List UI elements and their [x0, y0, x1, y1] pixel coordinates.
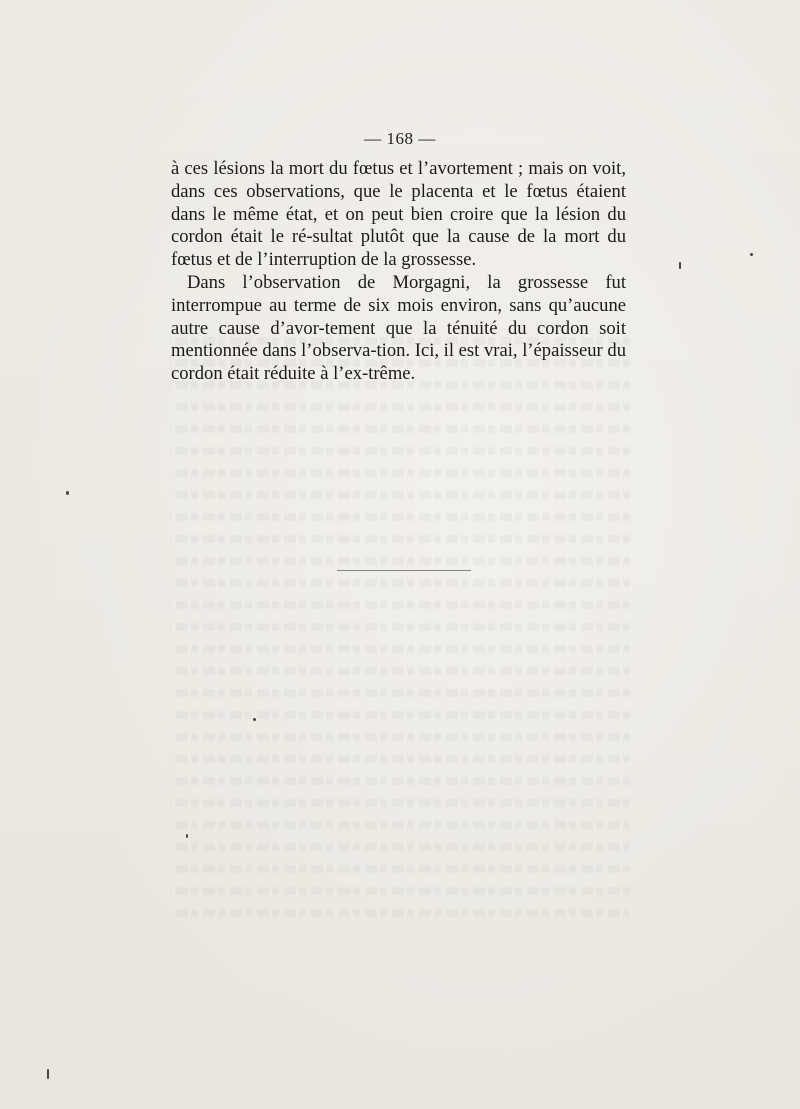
ink-speck [66, 491, 69, 495]
ink-speck [253, 718, 256, 721]
ink-speck [47, 1069, 49, 1079]
ink-speck [186, 834, 188, 838]
paragraph-1: à ces lésions la mort du fœtus et l’avortement ; mais on voit, dans ces observations, que le placenta et le fœtus étaient dans le même état, et on peut bien croire que la lésion du cordon était le ré-sultat plutôt que la cause de la mort du fœtus et de l’interruption de la grossesse. [171, 158, 626, 271]
show-through-text [170, 330, 630, 950]
show-through-rule [337, 570, 471, 571]
ink-speck [679, 262, 681, 269]
paragraph-2: Dans l’observation de Morgagni, la grossesse fut interrompue au terme de six mois environ, sans qu’aucune autre cause d’avor-tement que la ténuité du cordon soit mentionnée dans l’observa-tion. Ici, il est vrai, l’épaisseur du cordon était réduite à l’ex-trême. [171, 271, 626, 385]
page-number: — 168 — [364, 129, 436, 148]
ink-speck [750, 253, 753, 256]
body-text [171, 158, 626, 386]
